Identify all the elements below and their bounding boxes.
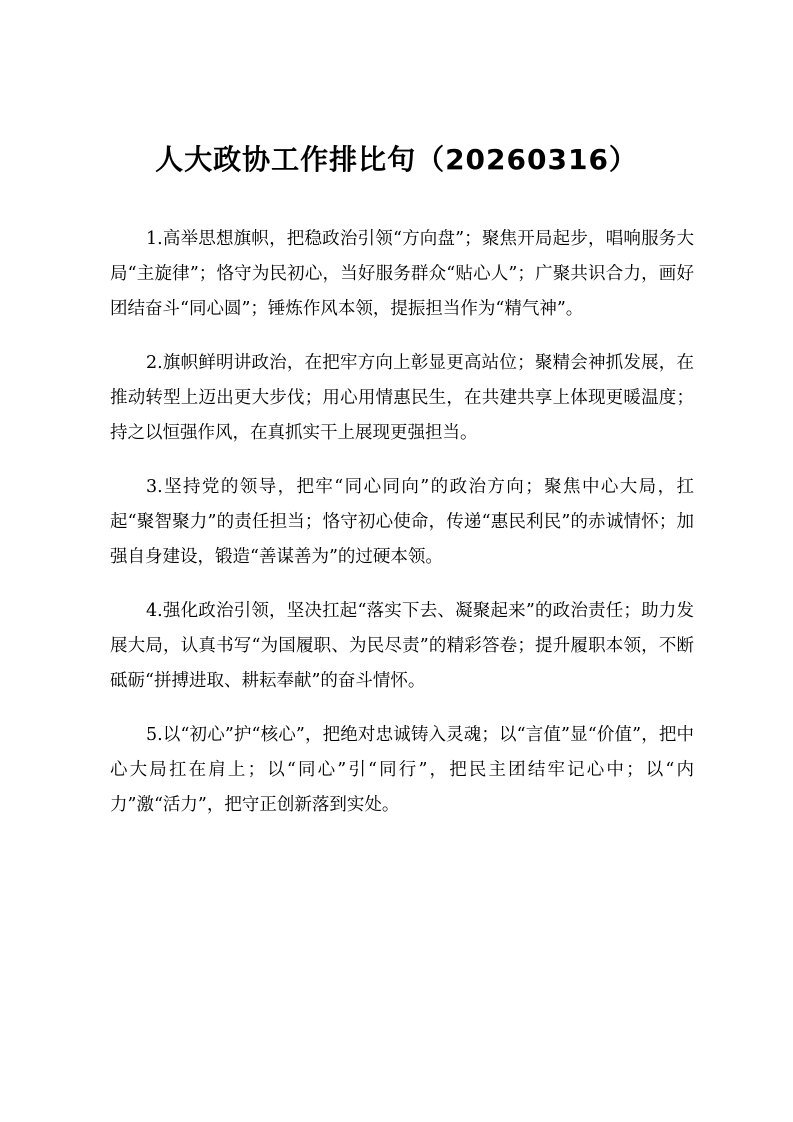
document-body (110, 222, 694, 842)
paragraph-3: 3.坚持党的领导，把牢“同心同向”的政治方向；聚焦中心大局，扛起“聚智聚力”的责任担当；恪守初心使命，传递“惠民利民”的赤诚情怀；加强自身建设，锻造“善谋善为”的过硬本领。 (110, 477, 694, 567)
paragraph-2: 2.旗帜鲜明讲政治，在把牢方向上彰显更高站位；聚精会神抓发展，在推动转型上迈出更大步伐；用心用情惠民生，在共建共享上体现更暖温度；持之以恒强作风，在真抓实干上展现更强担当。 (110, 353, 694, 443)
paragraph-4: 4.强化政治引领，坚决扛起“落实下去、凝聚起来”的政治责任；助力发展大局，认真书写“为国履职、为民尽责”的精彩答卷；提升履职本领，不断砥砺“拼搏进取、耕耘奉献”的奋斗情怀。 (110, 601, 694, 691)
document-title: 人大政协工作排比句（20260316） (155, 143, 638, 176)
paragraph-5: 5.以“初心”护“核心”，把绝对忠诚铸入灵魂；以“言值”显“价值”，把中心大局扛在肩上；以“同心”引“同行”，把民主团结牢记心中；以“内力”激“活力”，把守正创新落到实处。 (110, 725, 694, 815)
paragraph-1: 1.高举思想旗帜，把稳政治引领“方向盘”；聚焦开局起步，唱响服务大局“主旋律”；恪守为民初心，当好服务群众“贴心人”；广聚共识合力，画好团结奋斗“同心圆”；锤炼作风本领，提振担当作为“精气神”。 (110, 229, 694, 319)
